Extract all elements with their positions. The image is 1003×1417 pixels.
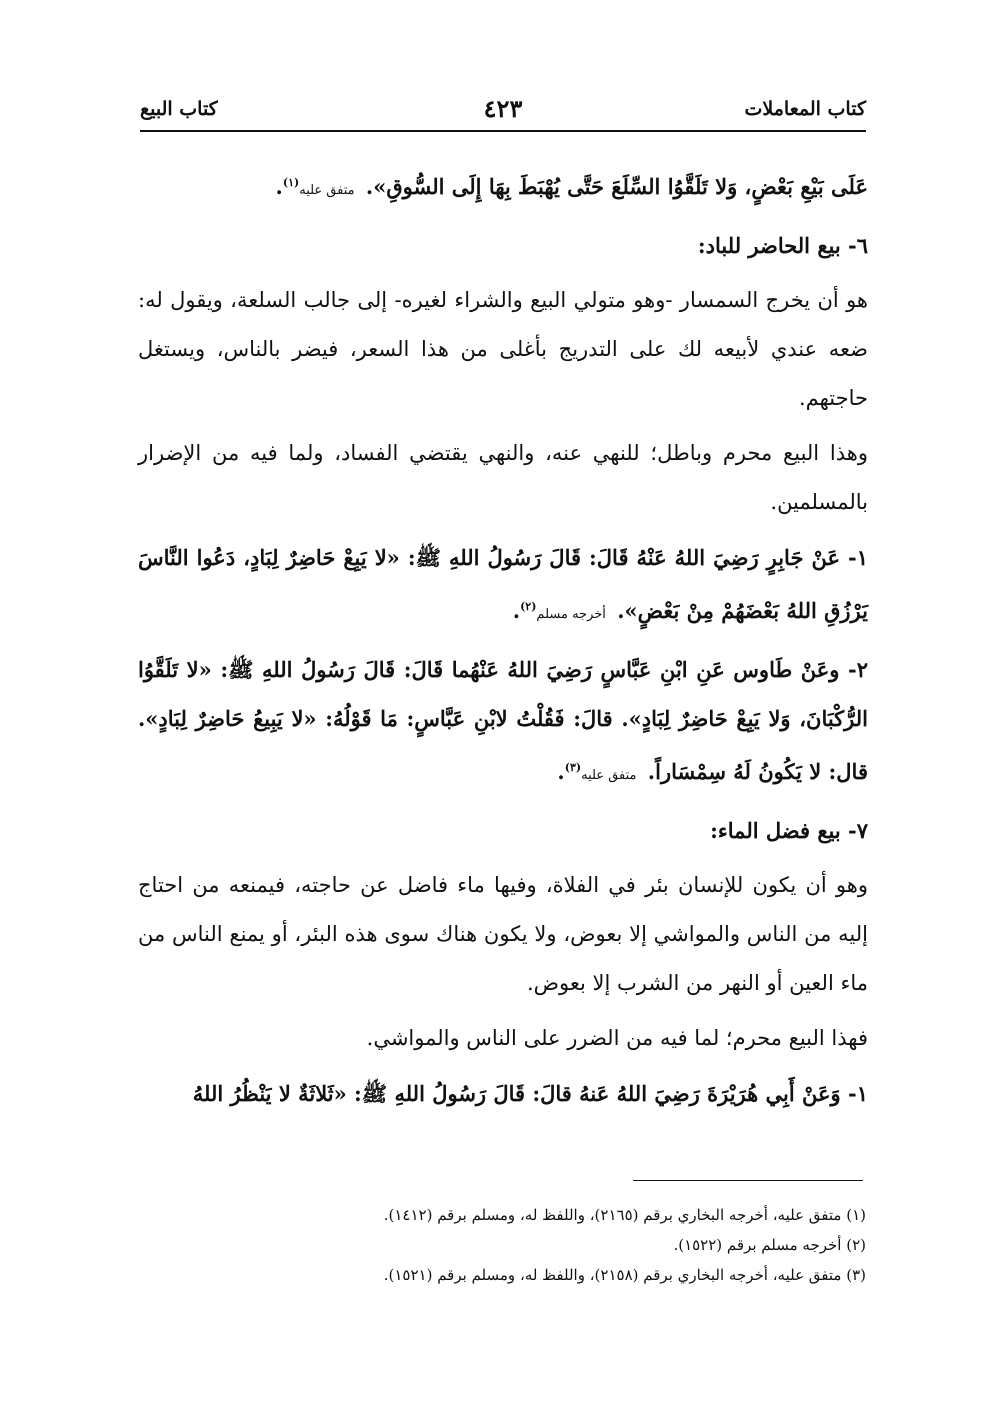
hadith-source: أخرجه مسلم [536, 607, 606, 622]
paragraph-water-ruling: فهذا البيع محرم؛ لما فيه من الضرر على الناس والمواشي. [366, 1026, 868, 1050]
paragraph-ruling: وهذا البيع محرم وباطل؛ للنهي عنه، والنهي يقتضي الفساد، ولما فيه من الإضرار بالمسلمين. [138, 441, 868, 514]
paragraph-definition: هو أن يخرج السمسار -وهو متولي البيع والشراء لغيره- إلى جالب السلعة، ويقول له: ضعه عندي لأبيعه لك على التدريج بأغلى من هذا السعر، فيضر بالناس، ويستغل حاجتهم. [138, 288, 868, 410]
hadith-text: ١- عَنْ جَابِرٍ رَضِيَ اللهُ عَنْهُ قَالَ: قَالَ رَسُولُ اللهِ ﷺ: «لا يَبِعْ حَاضِرٌ لِبَادٍ، دَعُوا النَّاسَ يَرْزُقِ اللهُ بَعْضَهُمْ مِنْ بَعْضٍ». [138, 545, 868, 623]
section-heading-6: ٦- بيع الحاضر للباد: [697, 233, 868, 258]
footnote-marker: (١) [282, 176, 300, 189]
hadith-source: متفق عليه [299, 183, 355, 198]
hadith-3: ١- وَعَنْ أَبِي هُرَيْرَةَ رَضِيَ اللهُ عَنهُ قالَ: قَالَ رَسُولُ اللهِ ﷺ: «ثَلاثَةٌ لا يَنْظُرُ اللهُ [192, 1081, 868, 1106]
main-text [138, 158, 868, 1124]
hadith-continuation: عَلَى بَيْعِ بَعْضٍ، وَلا تَلَقَّوُا السِّلَعَ حَتَّى يُهْبَطَ بِهَا إِلَى السُّوقِ». متفق عليه$^{(١)}$. [275, 174, 868, 199]
hadith-text: ٢- وعَنْ طَاوس عَنِ ابْنِ عَبَّاسٍ رَضِيَ اللهُ عَنْهُما قَالَ: قَالَ رَسُولُ اللهِ ﷺ: «لا تَلَقَّوُا الرُّكْبَانَ، وَلا يَبِعْ حَاضِرٌ لِبَادٍ». قالَ: فَقُلْتُ لابْنِ عَبَّاسٍ: مَا قَوْلُهُ: «لا يَبِيعُ حَاضِرٌ لِبَادٍ». قال: لا يَكُونُ لَهُ سِمْسَاراً. [138, 657, 868, 784]
chapter-title: كتاب المعاملات [744, 98, 866, 120]
page-number: ٤٢٣ [483, 94, 523, 123]
footnote-divider [633, 1180, 863, 1181]
footnote-3: (٣) متفق عليه، أخرجه البخاري برقم (٢١٥٨)، واللفظ له، ومسلم برقم (١٥٢١). [383, 1266, 866, 1284]
footnote-1: (١) متفق عليه، أخرجه البخاري برقم (٢١٦٥)، واللفظ له، ومسلم برقم (١٤١٢). [383, 1206, 866, 1224]
footnotes [140, 1200, 866, 1290]
hadith-text: عَلَى بَيْعِ بَعْضٍ، وَلا تَلَقَّوُا السِّلَعَ حَتَّى يُهْبَطَ بِهَا إِلَى السُّوقِ». [365, 174, 868, 199]
footnote-2: (٢) أخرجه مسلم برقم (١٥٢٢). [673, 1236, 866, 1254]
hadith-1: ١- عَنْ جَابِرٍ رَضِيَ اللهُ عَنْهُ قَالَ: قَالَ رَسُولُ اللهِ ﷺ: «لا يَبِعْ حَاضِرٌ لِبَادٍ، دَعُوا النَّاسَ يَرْزُقِ اللهُ بَعْضَهُمْ مِنْ بَعْضٍ». أخرجه مسلم$^{(٢)}$. [138, 545, 868, 623]
running-header [140, 96, 866, 132]
hadith-source: متفق عليه [581, 768, 637, 783]
section-title: كتاب البيع [140, 98, 218, 120]
footnote-marker: (٢) [520, 600, 537, 613]
paragraph-water-definition: وهو أن يكون للإنسان بئر في الفلاة، وفيها ماء فاضل عن حاجته، فيمنعه من احتاج إليه من الناس والمواشي إلا بعوض، ولا يكون هناك سوى هذه البئر، أو يمنع الناس من ماء العين أو النهر من الشرب إلا بعوض. [138, 873, 868, 995]
section-heading-7: ٧- بيع فضل الماء: [710, 818, 868, 843]
footnote-marker: (٣) [564, 761, 582, 774]
hadith-2: ٢- وعَنْ طَاوس عَنِ ابْنِ عَبَّاسٍ رَضِيَ اللهُ عَنْهُما قَالَ: قَالَ رَسُولُ اللهِ ﷺ: «لا تَلَقَّوُا الرُّكْبَانَ، وَلا يَبِعْ حَاضِرٌ لِبَادٍ». قالَ: فَقُلْتُ لابْنِ عَبَّاسٍ: مَا قَوْلُهُ: «لا يَبِيعُ حَاضِرٌ لِبَادٍ». قال: لا يَكُونُ لَهُ سِمْسَاراً. متفق عليه$^{(٣)}$. [138, 657, 868, 784]
